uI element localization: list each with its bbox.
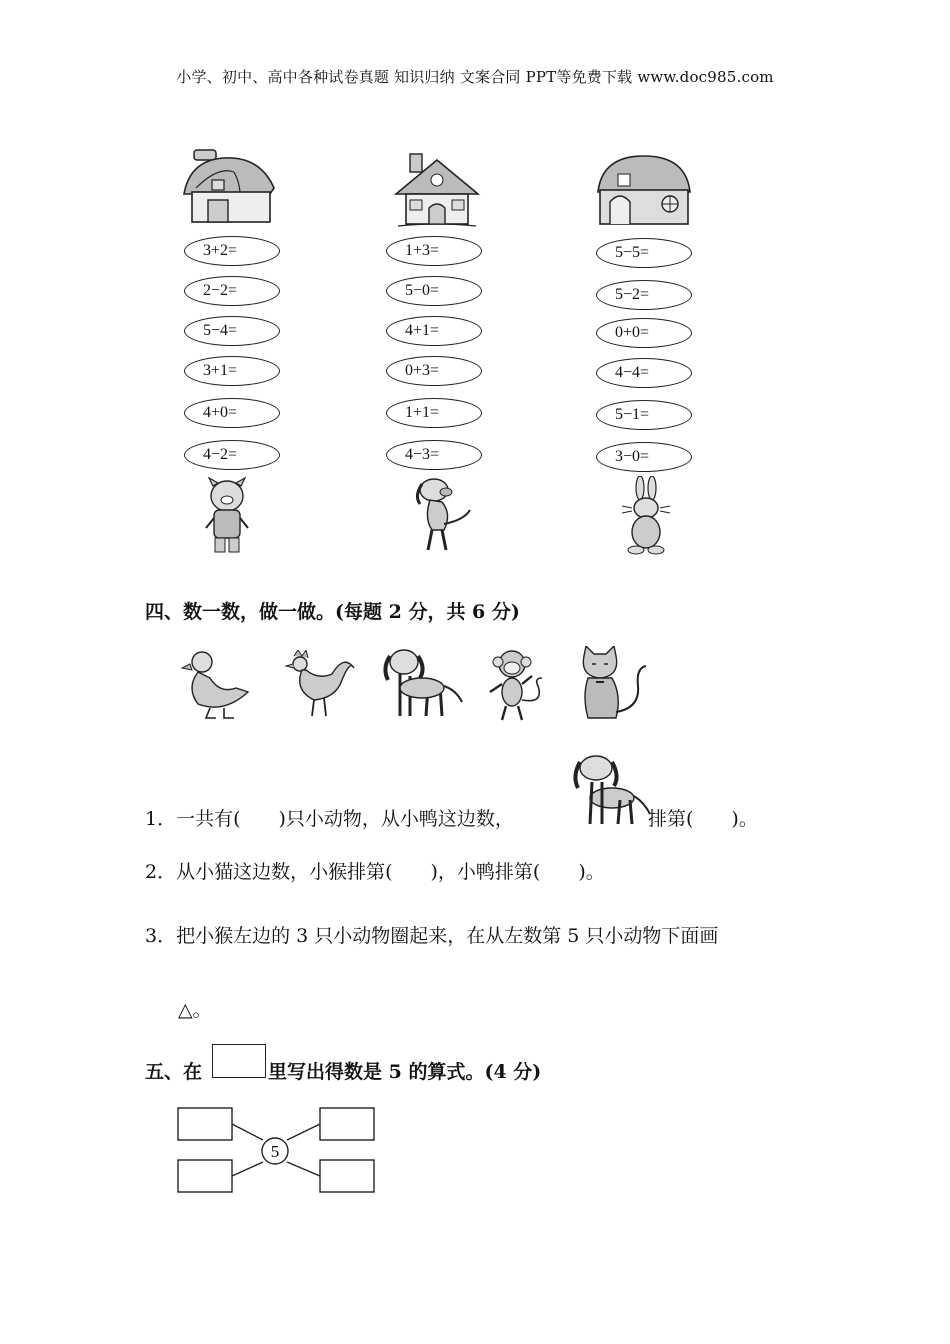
question-1-part-b: 排第( )。 [648,808,758,830]
equation-oval[interactable]: 5−2= [596,280,692,310]
pig-icon [200,476,254,560]
answer-box-bottom-left[interactable] [178,1160,232,1192]
dog-icon [382,646,464,724]
section-5-title-part-b: 里写出得数是 5 的算式。(4 分) [268,1061,542,1083]
page-header: 小学、初中、高中各种试卷真题 知识归纳 文案合同 PPT等免费下载 www.doc985.com [176,68,774,86]
equation-diagram [170,1100,390,1200]
monkey-icon [486,648,550,728]
house-round-icon [594,152,694,232]
answer-box-top-left[interactable] [178,1108,232,1140]
question-3-part-b: △。 [178,999,212,1021]
center-number: 5 [270,1142,280,1161]
section-5-title-part-a: 五、在 [145,1061,203,1083]
equation-oval[interactable]: 4+0= [184,398,280,428]
equation-oval[interactable]: 2−2= [184,276,280,306]
question-1-part-a: 1．一共有( )只小动物，从小鸭这边数， [145,808,514,830]
equation-oval[interactable]: 4+1= [386,316,482,346]
question-2: 2．从小猫这边数，小猴排第( )，小鸭排第( )。 [145,861,605,883]
equation-oval[interactable]: 4−4= [596,358,692,388]
rooster-icon [284,650,356,724]
question-3-part-a: 3．把小猴左边的 3 只小动物圈起来，在从左数第 5 只小动物下面画 [145,925,719,947]
equation-oval[interactable]: 5−5= [596,238,692,268]
cat-icon [576,646,650,726]
equation-oval[interactable]: 4−2= [184,440,280,470]
equation-oval[interactable]: 3+2= [184,236,280,266]
answer-box-sample [212,1044,266,1078]
section-4-title: 四、数一数，做一做。(每题 2 分，共 6 分) [145,601,520,623]
equation-oval[interactable]: 0+3= [386,356,482,386]
equation-oval[interactable]: 5−4= [184,316,280,346]
equation-oval[interactable]: 1+1= [386,398,482,428]
equation-oval[interactable]: 5−1= [596,400,692,430]
dog-icon [572,752,652,832]
equation-oval[interactable]: 3+1= [184,356,280,386]
dog-icon [412,474,476,560]
house-chimney-icon [392,152,482,234]
answer-box-bottom-right[interactable] [320,1160,374,1192]
equation-oval[interactable]: 4−3= [386,440,482,470]
rabbit-icon [620,476,672,560]
equation-oval[interactable]: 1+3= [386,236,482,266]
answer-box-top-right[interactable] [320,1108,374,1140]
house-cottage-icon [178,148,280,234]
duck-icon [180,648,252,724]
equation-oval[interactable]: 0+0= [596,318,692,348]
equation-oval[interactable]: 5−0= [386,276,482,306]
equation-oval[interactable]: 3−0= [596,442,692,472]
